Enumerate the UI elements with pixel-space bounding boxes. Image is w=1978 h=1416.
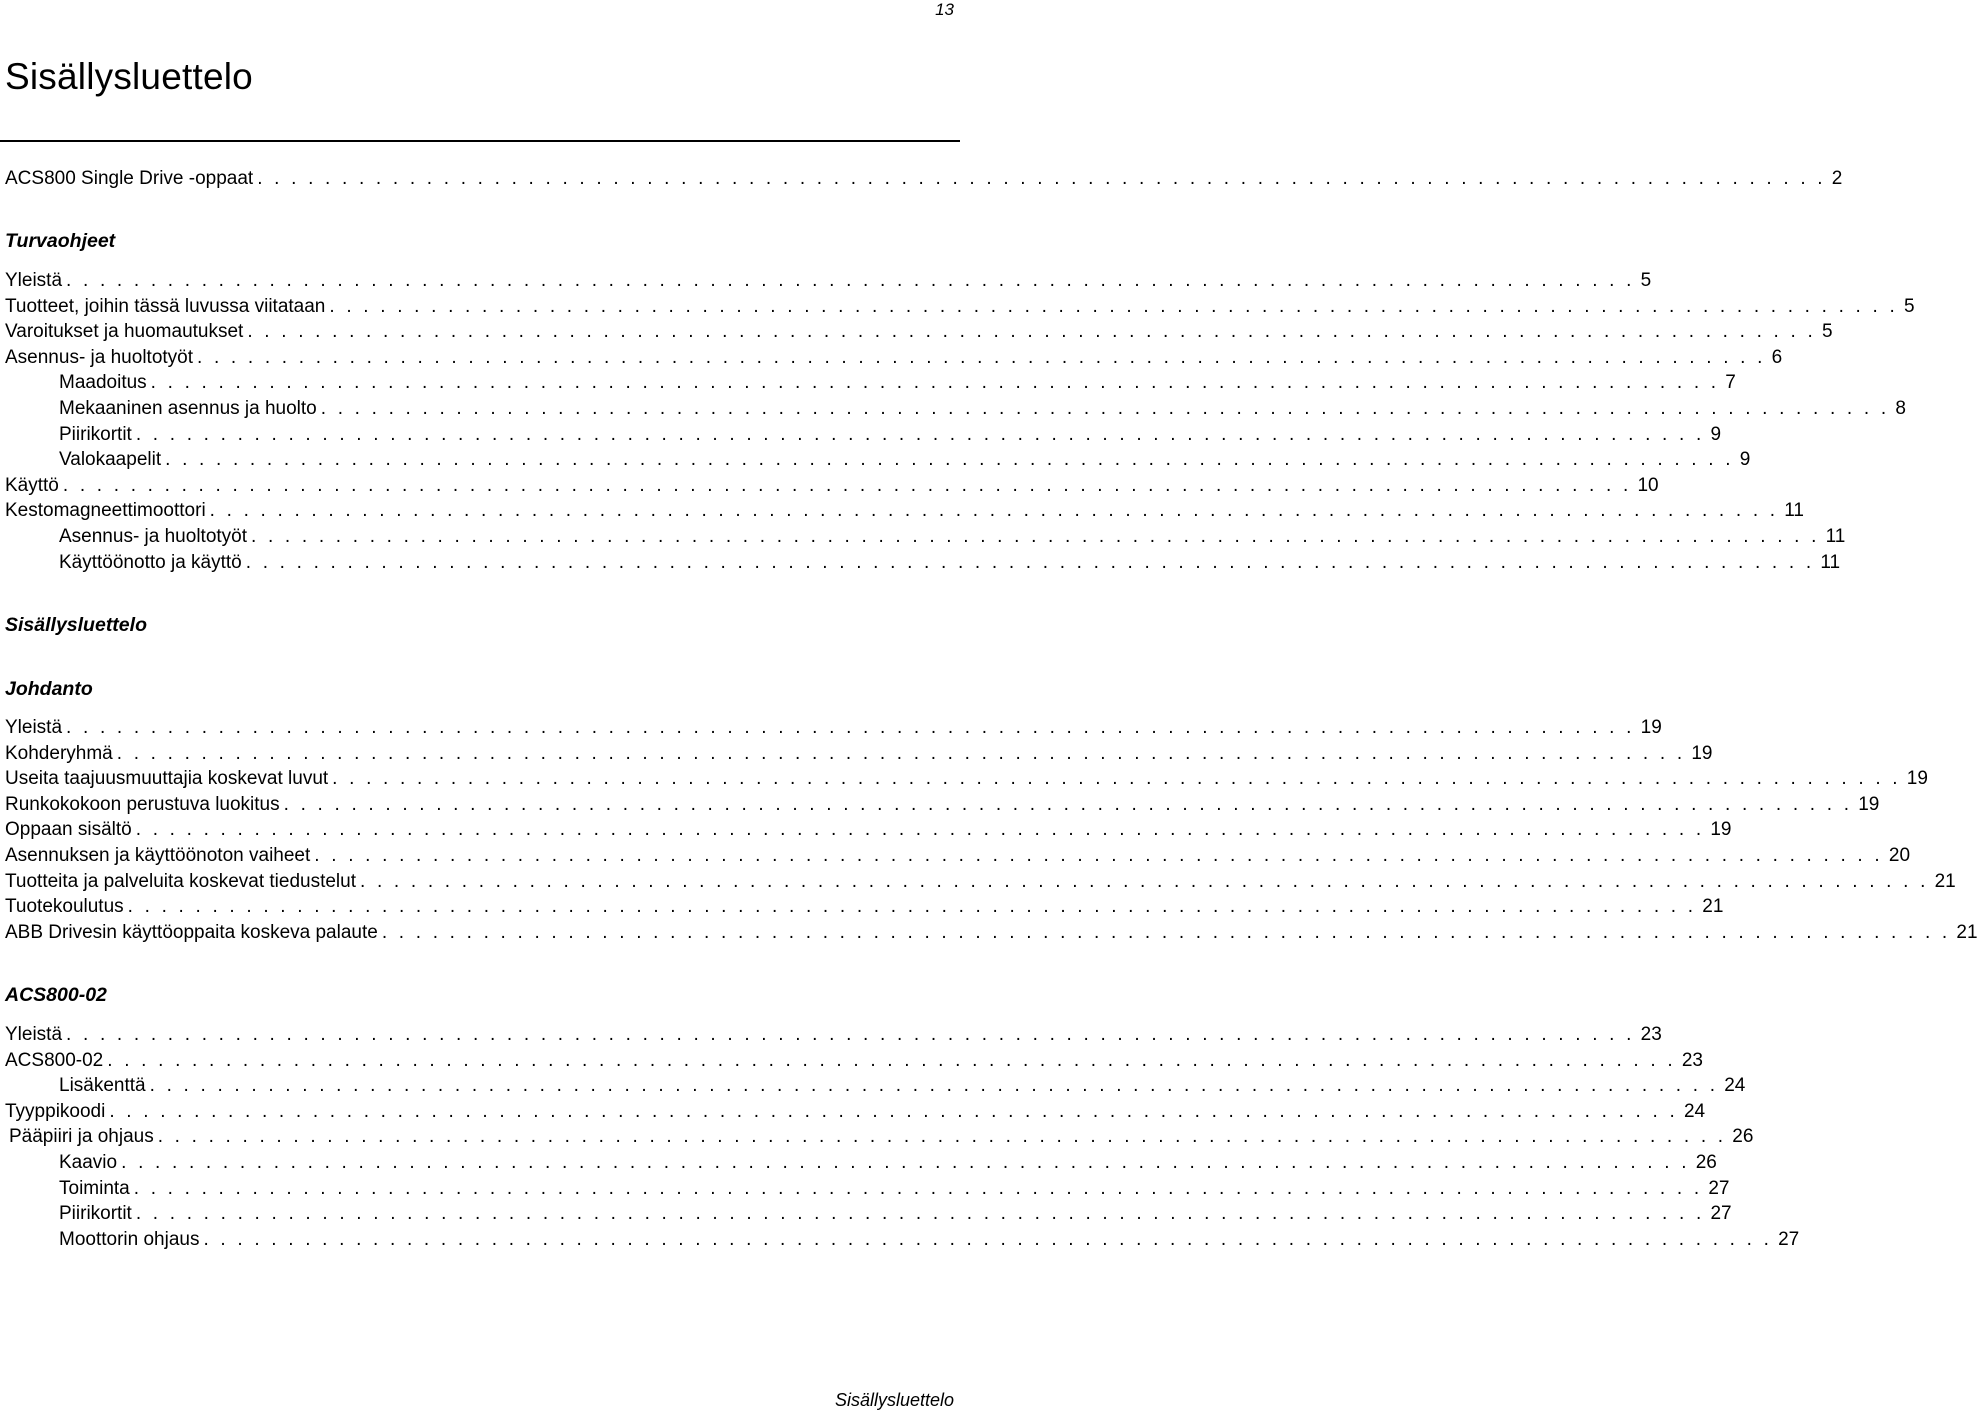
toc-entry-label: Yleistä — [5, 1024, 63, 1045]
toc-entry-page-number: 19 — [1858, 793, 1880, 815]
toc-entry[interactable] — [5, 742, 1713, 766]
toc-entry-page-number: 23 — [1640, 1024, 1662, 1045]
dot-leader: . . . . . . . . . . . . . . . . . . . . . . . . . . . . . . . . . . . . . . . . . . . . . . . . . . . . . . . . . . . . . . . . . . . . . . . . . . . . . . . . . . . . . . . . . . . . . — [135, 423, 1705, 445]
toc-entry[interactable] — [5, 818, 1732, 842]
toc-entry-page-number: 11 — [1820, 551, 1841, 573]
toc-entry-label: Tyyppikoodi — [5, 1100, 106, 1122]
toc-entry-label: Valokaapelit — [59, 449, 162, 471]
toc-entry-page-number: 5 — [1821, 321, 1833, 343]
dot-leader: . . . . . . . . . . . . . . . . . . . . . . . . . . . . . . . . . . . . . . . . . . . . . . . . . . . . . . . . . . . . . . . . . . . . . . . . . . . . . . . . . . . . . . . . . . . . . — [257, 168, 1826, 189]
toc-entry-page-number: 26 — [1732, 1126, 1754, 1148]
dot-leader: . . . . . . . . . . . . . . . . . . . . . . . . . . . . . . . . . . . . . . . . . . . . . . . . . . . . . . . . . . . . . . . . . . . . . . . . . . . . . . . . . . . . . . . . . . . . . — [157, 1126, 1727, 1148]
page-number: 13 — [935, 0, 954, 19]
toc-entry[interactable] — [59, 423, 1722, 447]
toc-entry-page-number: 23 — [1681, 1049, 1703, 1071]
toc-entry-page-number: 19 — [1710, 819, 1732, 841]
dot-leader: . . . . . . . . . . . . . . . . . . . . . . . . . . . . . . . . . . . . . . . . . . . . . . . . . . . . . . . . . . . . . . . . . . . . . . . . . . . . . . . . . . . . . . . . . . . . . — [66, 717, 1635, 738]
dot-leader: . . . . . . . . . . . . . . . . . . . . . . . . . . . . . . . . . . . . . . . . . . . . . . . . . . . . . . . . . . . . . . . . . . . . . . . . . . . . . . . . . . . . . . . . . . . . . — [149, 1075, 1719, 1097]
toc-entry-page-number: 27 — [1710, 1203, 1732, 1225]
toc-entry-page-number: 21 — [1956, 921, 1978, 943]
toc-entry-label: Kestomagneettimoottori — [5, 500, 206, 522]
dot-leader: . . . . . . . . . . . . . . . . . . . . . . . . . . . . . . . . . . . . . . . . . . . . . . . . . . . . . . . . . . . . . . . . . . . . . . . . . . . . . . . . . . . . . . . . . . . . . — [66, 270, 1635, 291]
toc-entry-label: Piirikortit — [59, 423, 132, 445]
toc-entry[interactable] — [5, 844, 1911, 868]
dot-leader: . . . . . . . . . . . . . . . . . . . . . . . . . . . . . . . . . . . . . . . . . . . . . . . . . . . . . . . . . . . . . . . . . . . . . . . . . . . . . . . . . . . . . . . . . . . . . — [127, 896, 1697, 918]
toc-entry[interactable] — [59, 1177, 1730, 1201]
toc-entry[interactable] — [59, 397, 1906, 421]
toc-entry-page-number: 20 — [1888, 845, 1911, 866]
toc-entry[interactable] — [59, 525, 1846, 549]
dot-leader: . . . . . . . . . . . . . . . . . . . . . . . . . . . . . . . . . . . . . . . . . . . . . . . . . . . . . . . . . . . . . . . . . . . . . . . . . . . . . . . . . . . . . . . . . . . . . — [133, 1177, 1703, 1199]
toc-entry-page-number: 9 — [1739, 449, 1751, 471]
dot-leader: . . . . . . . . . . . . . . . . . . . . . . . . . . . . . . . . . . . . . . . . . . . . . . . . . . . . . . . . . . . . . . . . . . . . . . . . . . . . . . . . . . . . . . . . . . . . . — [247, 321, 1816, 343]
toc-entry-label: Mekaaninen asennus ja huolto — [59, 398, 317, 419]
toc-entry[interactable] — [59, 371, 1736, 395]
toc-entry[interactable] — [59, 448, 1751, 472]
toc-entry-page-number: 19 — [1640, 717, 1662, 738]
toc-entry-page-number: 26 — [1695, 1152, 1717, 1173]
footer-label: Sisällysluettelo — [834, 1390, 954, 1410]
toc-entry-page-number: 5 — [1640, 270, 1652, 291]
section-heading: Johdanto — [5, 678, 93, 700]
toc-entry-label: Runkokokoon perustuva luokitus — [5, 793, 280, 815]
dot-leader: . . . . . . . . . . . . . . . . . . . . . . . . . . . . . . . . . . . . . . . . . . . . . . . . . . . . . . . . . . . . . . . . . . . . . . . . . . . . . . . . . . . . . . . . . . . . . — [360, 870, 1929, 892]
toc-entry[interactable] — [5, 1100, 1706, 1124]
toc-entry[interactable] — [5, 346, 1783, 370]
toc-entry[interactable] — [5, 1023, 1662, 1047]
toc-entry-page-number: 5 — [1903, 295, 1915, 317]
toc-entry-label: Useita taajuusmuuttajia koskevat luvut — [5, 768, 329, 790]
toc-entry-page-number: 11 — [1784, 500, 1804, 522]
toc-entry-label: Käyttöönotto ja käyttö — [59, 551, 242, 573]
toc-entry-label: Moottorin ohjaus — [59, 1228, 200, 1250]
dot-leader: . . . . . . . . . . . . . . . . . . . . . . . . . . . . . . . . . . . . . . . . . . . . . . . . . . . . . . . . . . . . . . . . . . . . . . . . . . . . . . . . . . . . . . . . . . . . . — [165, 449, 1734, 471]
dot-leader: . . . . . . . . . . . . . . . . . . . . . . . . . . . . . . . . . . . . . . . . . . . . . . . . . . . . . . . . . . . . . . . . . . . . . . . . . . . . . . . . . . . . . . . . . . . . . — [135, 819, 1705, 841]
toc-entry[interactable] — [5, 716, 1662, 740]
toc-entry[interactable] — [59, 1074, 1746, 1098]
toc-entry[interactable] — [5, 870, 1956, 894]
toc-entry[interactable] — [59, 551, 1841, 575]
toc-entry-label: ACS800-02 — [5, 1049, 104, 1071]
toc-entry-page-number: 27 — [1778, 1228, 1800, 1250]
toc-entry-label: Lisäkenttä — [59, 1075, 146, 1097]
toc-entry-label: Tuotteet, joihin tässä luvussa viitataan — [5, 295, 326, 317]
toc-entry[interactable] — [9, 1125, 1754, 1149]
toc-entry-page-number: 27 — [1708, 1177, 1730, 1199]
toc-entry[interactable] — [5, 474, 1659, 498]
toc-entry-label: ABB Drivesin käyttöoppaita koskeva palaute — [5, 921, 378, 943]
toc-entry[interactable] — [5, 269, 1652, 293]
dot-leader: . . . . . . . . . . . . . . . . . . . . . . . . . . . . . . . . . . . . . . . . . . . . . . . . . . . . . . . . . . . . . . . . . . . . . . . . . . . . . . . . . . . . . . . . . . . . . — [197, 346, 1766, 368]
toc-entry-label: Toiminta — [59, 1177, 130, 1199]
toc-entry[interactable] — [59, 1228, 1800, 1252]
toc-entry-page-number: 7 — [1725, 372, 1736, 394]
toc-entry-page-number: 8 — [1895, 398, 1906, 419]
title-divider — [0, 140, 960, 142]
toc-entry-page-number: 2 — [1831, 168, 1843, 189]
dot-leader: . . . . . . . . . . . . . . . . . . . . . . . . . . . . . . . . . . . . . . . . . . . . . . . . . . . . . . . . . . . . . . . . . . . . . . . . . . . . . . . . . . . . . . . . . . . . . — [203, 1228, 1773, 1250]
toc-entry[interactable] — [5, 320, 1833, 344]
dot-leader: . . . . . . . . . . . . . . . . . . . . . . . . . . . . . . . . . . . . . . . . . . . . . . . . . . . . . . . . . . . . . . . . . . . . . . . . . . . . . . . . . . . . . . . . . . . . . — [209, 500, 1779, 522]
dot-leader: . . . . . . . . . . . . . . . . . . . . . . . . . . . . . . . . . . . . . . . . . . . . . . . . . . . . . . . . . . . . . . . . . . . . . . . . . . . . . . . . . . . . . . . . . . . . . — [332, 768, 1901, 790]
section-heading: ACS800-02 — [5, 984, 107, 1006]
toc-entry-label: Oppaan sisältö — [5, 819, 132, 841]
toc-entry-page-number: 21 — [1702, 896, 1724, 918]
toc-entry-label: Tuotteita ja palveluita koskevat tiedustelut — [5, 870, 356, 892]
toc-entry[interactable] — [5, 295, 1915, 319]
dot-leader: . . . . . . . . . . . . . . . . . . . . . . . . . . . . . . . . . . . . . . . . . . . . . . . . . . . . . . . . . . . . . . . . . . . . . . . . . . . . . . . . . . . . . . . . . . . . . — [66, 1024, 1635, 1045]
toc-entry[interactable] — [59, 1202, 1732, 1226]
toc-entry[interactable] — [5, 1049, 1703, 1073]
toc-entry-page-number: 19 — [1691, 742, 1713, 764]
toc-entry-label: Asennus- ja huoltotyöt — [59, 526, 248, 547]
toc-entry-label: Maadoitus — [59, 372, 147, 394]
dot-leader: . . . . . . . . . . . . . . . . . . . . . . . . . . . . . . . . . . . . . . . . . . . . . . . . . . . . . . . . . . . . . . . . . . . . . . . . . . . . . . . . . . . . . . . . . . . . . — [121, 1152, 1690, 1173]
dot-leader: . . . . . . . . . . . . . . . . . . . . . . . . . . . . . . . . . . . . . . . . . . . . . . . . . . . . . . . . . . . . . . . . . . . . . . . . . . . . . . . . . . . . . . . . . . . . . — [150, 372, 1720, 394]
dot-leader: . . . . . . . . . . . . . . . . . . . . . . . . . . . . . . . . . . . . . . . . . . . . . . . . . . . . . . . . . . . . . . . . . . . . . . . . . . . . . . . . . . . . . . . . . . . . . — [62, 474, 1632, 496]
dot-leader: . . . . . . . . . . . . . . . . . . . . . . . . . . . . . . . . . . . . . . . . . . . . . . . . . . . . . . . . . . . . . . . . . . . . . . . . . . . . . . . . . . . . . . . . . . . . . — [107, 1049, 1676, 1071]
toc-entry-label: Käyttö — [5, 474, 59, 496]
toc-entry-page-number: 10 — [1637, 474, 1659, 496]
dot-leader: . . . . . . . . . . . . . . . . . . . . . . . . . . . . . . . . . . . . . . . . . . . . . . . . . . . . . . . . . . . . . . . . . . . . . . . . . . . . . . . . . . . . . . . . . . . . . — [320, 398, 1890, 419]
dot-leader: . . . . . . . . . . . . . . . . . . . . . . . . . . . . . . . . . . . . . . . . . . . . . . . . . . . . . . . . . . . . . . . . . . . . . . . . . . . . . . . . . . . . . . . . . . . . . — [314, 845, 1883, 866]
toc-entry-label: Yleistä — [5, 270, 63, 291]
toc-entry-label: Pääpiiri ja ohjaus — [9, 1126, 154, 1148]
section-heading: Sisällysluettelo — [5, 614, 147, 636]
dot-leader: . . . . . . . . . . . . . . . . . . . . . . . . . . . . . . . . . . . . . . . . . . . . . . . . . . . . . . . . . . . . . . . . . . . . . . . . . . . . . . . . . . . . . . . . . . . . . — [381, 921, 1951, 943]
toc-entry[interactable] — [5, 167, 1843, 191]
toc-entry[interactable] — [59, 1151, 1717, 1175]
toc-entry-page-number: 21 — [1934, 870, 1956, 892]
toc-entry-label: Kohderyhmä — [5, 742, 113, 764]
toc-entry-label: ACS800 Single Drive -oppaat — [5, 168, 254, 189]
toc-entry[interactable] — [5, 921, 1978, 945]
toc-entry-label: Piirikortit — [59, 1203, 132, 1225]
page-title: Sisällysluettelo — [5, 56, 253, 97]
toc-entry-label: Yleistä — [5, 717, 63, 738]
toc-entry[interactable] — [5, 767, 1928, 791]
dot-leader: . . . . . . . . . . . . . . . . . . . . . . . . . . . . . . . . . . . . . . . . . . . . . . . . . . . . . . . . . . . . . . . . . . . . . . . . . . . . . . . . . . . . . . . . . . . . . — [251, 526, 1820, 547]
toc-entry[interactable] — [5, 895, 1724, 919]
toc-entry-page-number: 11 — [1825, 526, 1846, 547]
dot-leader: . . . . . . . . . . . . . . . . . . . . . . . . . . . . . . . . . . . . . . . . . . . . . . . . . . . . . . . . . . . . . . . . . . . . . . . . . . . . . . . . . . . . . . . . . . . . . — [283, 793, 1853, 815]
toc-entry-page-number: 6 — [1771, 346, 1783, 368]
dot-leader: . . . . . . . . . . . . . . . . . . . . . . . . . . . . . . . . . . . . . . . . . . . . . . . . . . . . . . . . . . . . . . . . . . . . . . . . . . . . . . . . . . . . . . . . . . . . . — [329, 295, 1898, 317]
toc-entry-page-number: 9 — [1710, 423, 1722, 445]
dot-leader: . . . . . . . . . . . . . . . . . . . . . . . . . . . . . . . . . . . . . . . . . . . . . . . . . . . . . . . . . . . . . . . . . . . . . . . . . . . . . . . . . . . . . . . . . . . . . — [109, 1100, 1678, 1122]
toc-entry-page-number: 24 — [1724, 1075, 1746, 1097]
toc-entry-label: Asennus- ja huoltotyöt — [5, 346, 194, 368]
dot-leader: . . . . . . . . . . . . . . . . . . . . . . . . . . . . . . . . . . . . . . . . . . . . . . . . . . . . . . . . . . . . . . . . . . . . . . . . . . . . . . . . . . . . . . . . . . . . . — [135, 1203, 1705, 1225]
toc-entry-label: Asennuksen ja käyttöönoton vaiheet — [5, 845, 311, 866]
toc-entry-page-number: 24 — [1683, 1100, 1706, 1122]
toc-entry[interactable] — [5, 499, 1804, 523]
dot-leader: . . . . . . . . . . . . . . . . . . . . . . . . . . . . . . . . . . . . . . . . . . . . . . . . . . . . . . . . . . . . . . . . . . . . . . . . . . . . . . . . . . . . . . . . . . . . . — [116, 742, 1686, 764]
toc-entry-label: Kaavio — [59, 1152, 118, 1173]
toc-entry[interactable] — [5, 793, 1880, 817]
toc-entry-label: Tuotekoulutus — [5, 896, 124, 918]
dot-leader: . . . . . . . . . . . . . . . . . . . . . . . . . . . . . . . . . . . . . . . . . . . . . . . . . . . . . . . . . . . . . . . . . . . . . . . . . . . . . . . . . . . . . . . . . . . . . — [245, 551, 1815, 573]
section-heading: Turvaohjeet — [5, 230, 116, 252]
toc-entry-page-number: 19 — [1906, 768, 1928, 790]
toc-entry-label: Varoitukset ja huomautukset — [5, 321, 244, 343]
